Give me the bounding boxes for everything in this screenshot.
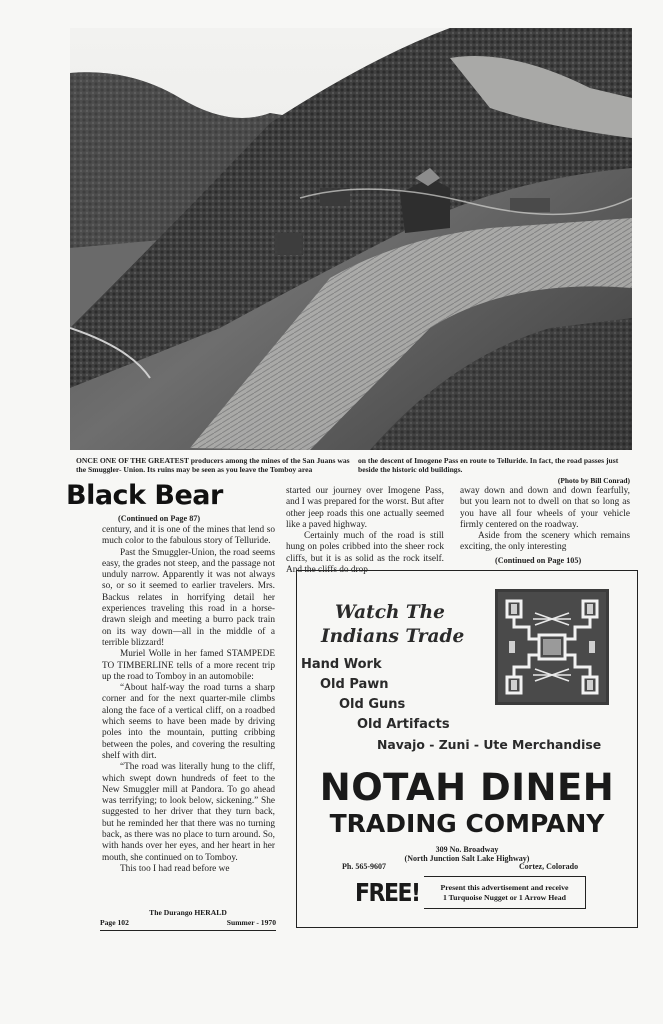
paragraph: “About half-way the road turns a sharp corner and for the next quarter-mile climbs along the face of a vertical cliff, on a roadbed which seems to have been made by driving poles into the mountain, putting cribbing between the poles, and covering the resulting shelf with dirt. (102, 683, 275, 761)
mountain-landscape-image (70, 28, 632, 450)
ad-ware-item: Old Guns (339, 697, 406, 712)
issue-date: Summer - 1970 (226, 918, 276, 927)
ad-address-line-2: (North Junction Salt Lake Highway) (404, 854, 530, 863)
article-column-1 (102, 525, 275, 875)
ad-tagline-line-2: Indians Trade (321, 626, 465, 647)
paragraph: century, and it is one of the mines that lend so much color to the fabulous story of Telluride. (102, 525, 275, 547)
ad-company-type: TRADING COMPANY (329, 809, 605, 838)
ad-ware-item: Navajo - Zuni - Ute Merchandise (377, 737, 602, 752)
paragraph: started our journey over Imogene Pass, and I was prepared for the worst. But after other jeep roads this one actually seemed like a paved highway. (286, 486, 444, 530)
ad-ware-item: Hand Work (301, 657, 382, 672)
footer-rule (100, 930, 276, 931)
continued-from-label: (Continued on Page 87) (118, 514, 201, 523)
paragraph: Certainly much of the road is still hung on poles cribbed into the sheer rock cliffs, but it is as solid as the rock itself. And the cliffs do drop (286, 531, 444, 576)
photo-caption-right: on the descent of Imogene Pass en route to Telluride. In fact, the road passes just beside the historic old buildings. (358, 456, 619, 474)
publication-name: The Durango HERALD (149, 908, 227, 917)
ad-offer-line-1: Present this advertisement and receive (440, 883, 569, 892)
paragraph: away down and down and down fearfully, but you learn not to dwell on that so long as you have all four wheels of your vehicle firmly centered on the roadway. (460, 486, 630, 530)
paragraph: Past the Smuggler-Union, the road seems easy, the grades not steep, and the passage not unduly narrow. Apparently it was not always so, or so it seemed to earlier travelers. Mrs. Backus relates in horrifying detail her experiences traveling this road in a horse-drawn sleigh and meeting a burro pack train on its way down—all in the middle of a terrible blizzard! (102, 547, 275, 648)
article-column-2 (286, 486, 444, 576)
ad-tagline (321, 601, 464, 649)
ad-address-line-1: 309 No. Broadway (435, 845, 499, 854)
ad-ware-item: Old Pawn (320, 677, 389, 692)
ad-city: Cortez, Colorado (519, 862, 579, 871)
trading-company-advertisement (296, 570, 638, 928)
photo-caption-left: ONCE ONE OF THE GREATEST producers among the mines of the San Juans was the Smuggler- Union. Its ruins may be seen as you leave the Tomboy area (76, 456, 350, 474)
paragraph: This too I had read before we (120, 863, 230, 874)
paragraph: Aside from the scenery which remains exciting, the only interesting (460, 531, 630, 553)
paragraph: “The road was literally hung to the cliff, which swept down hundreds of feet to the New Smuggler mill at Pandora. To go ahead was terrifying; to look below, sickening.” She suggested to her driver that they turn back, but he reminded her that there was no turning back, as there was no place to turn around. So, with hands over her eyes, and her heart in her mouth, she continued on to Tomboy. (102, 762, 275, 863)
article-headline: Black Bear (66, 480, 223, 511)
ad-offer-line-2: 1 Turquoise Nugget or 1 Arrow Head (442, 893, 567, 902)
paragraph: Muriel Wolle in her famed STAMPEDE TO TIMBERLINE tells of a more recent trip up the road to Tomboy in an automobile: (102, 649, 275, 682)
photo-credit: (Photo by Bill Conrad) (557, 476, 630, 485)
ad-ware-item: Old Artifacts (357, 717, 450, 732)
ad-free-label: FREE! (355, 879, 420, 908)
article-column-3 (460, 486, 630, 554)
mine-ruins-photo (70, 28, 632, 450)
page-number: Page 102 (100, 918, 129, 927)
ad-tagline-line-1: Watch The (335, 602, 445, 623)
ad-phone: Ph. 565-9607 (342, 862, 386, 871)
navajo-rug-image (495, 589, 609, 705)
ad-offer-box (424, 876, 586, 909)
continued-to-label: (Continued on Page 105) (495, 556, 582, 565)
ad-company-name: NOTAH DINEH (319, 766, 615, 809)
page-footer (100, 908, 276, 931)
